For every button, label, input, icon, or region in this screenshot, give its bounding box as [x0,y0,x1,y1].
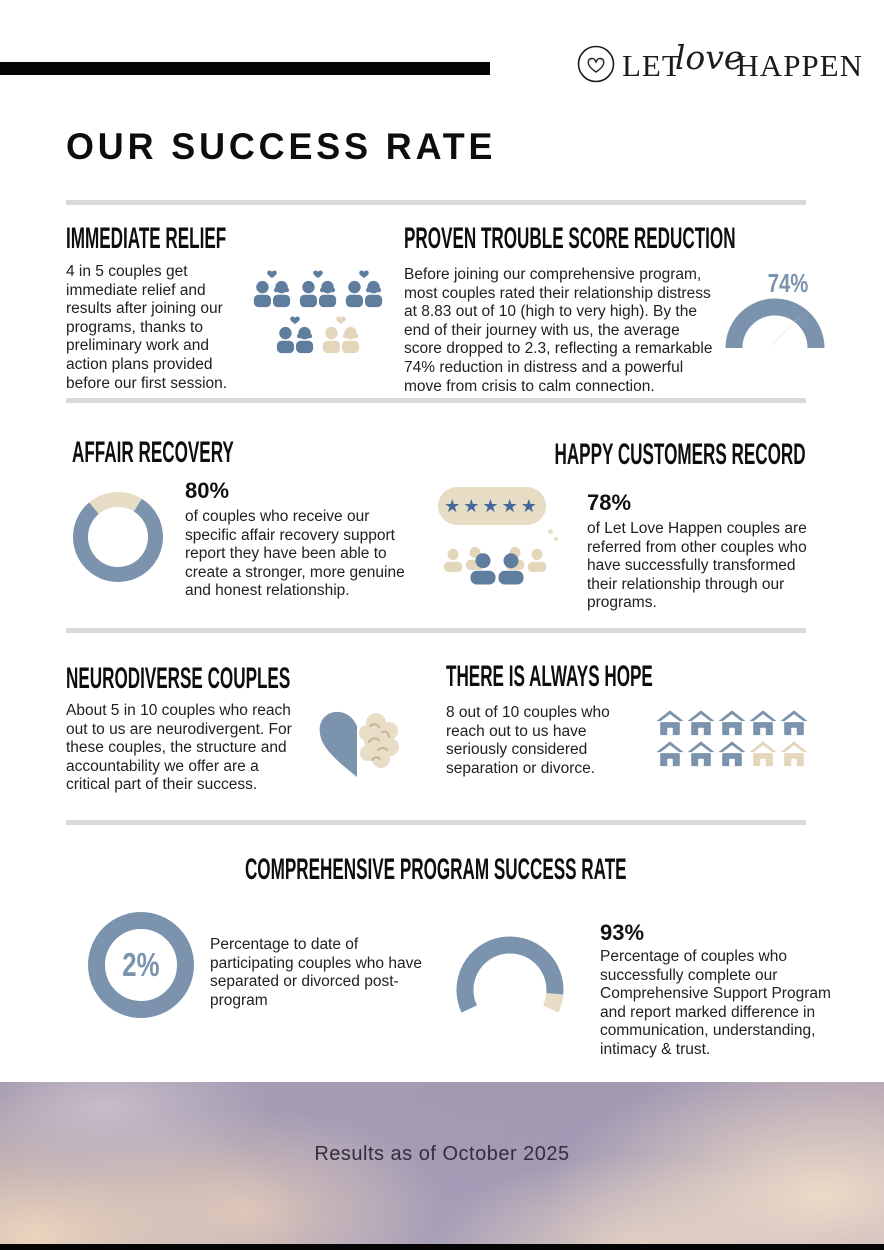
hope-title: THERE IS ALWAYS HOPE [446,660,653,693]
arc-chart-icon [448,924,573,1021]
bubble-dot [548,529,553,534]
page-title: OUR SUCCESS RATE [66,126,497,167]
houses-pictograph [656,710,812,768]
happy-customers-title: HAPPY CUSTOMERS RECORD [554,438,806,471]
section-divider [66,628,806,633]
happy-customers-body: of Let Love Happen couples are referred from other couples who have successfully transformed their relationship through our programs. [587,520,807,612]
immediate-relief-title: IMMEDIATE RELIEF [66,222,227,255]
bubble-dot [554,537,558,541]
brand-logo [576,37,864,92]
affair-recovery-body: of couples who receive our specific affair recovery support report they have been able to create a stronger, more genuine and honest relationship. [185,508,405,600]
five-star-review-bubble [438,487,546,525]
immediate-relief-body: 4 in 5 couples get immediate relief and results after joining our programs, thanks to preliminary work and action plans provided before our first session. [66,263,228,392]
section-divider [66,200,806,205]
couples-pictograph [250,268,386,358]
house-icon [749,710,777,737]
heart-circle-icon [576,44,616,89]
program-right-stat: 93% [600,920,645,945]
house-icon-muted [780,741,808,768]
heart-brain-icon [315,706,405,785]
logo-word-let: LET [622,48,682,83]
logo-word-love: love [674,37,744,77]
program-success-title: COMPREHENSIVE PROGRAM SUCCESS RATE [245,853,627,886]
program-right-body: Percentage of couples who successfully complete our Comprehensive Support Program and report marked difference in communication, understanding, intimacy & trust. [600,948,831,1058]
trouble-score-title: PROVEN TROUBLE SCORE REDUCTION [404,222,736,255]
section-divider [66,398,806,403]
gauge-icon [725,296,825,357]
house-icon [718,710,746,737]
couple-with-heart-icon [343,268,385,312]
couple-with-heart-icon-muted [320,314,362,358]
customers-crowd-icon [440,540,552,601]
house-icon [780,710,808,737]
couple-with-heart-icon [274,314,316,358]
logo-word-happen: HAPPEN [736,48,864,83]
two-percent-donut-icon [88,912,194,1018]
house-icon [656,710,684,737]
house-icon [718,741,746,768]
trouble-score-stat: 74% [767,268,809,298]
couple-with-heart-icon [297,268,339,312]
footer-accent-bar [0,1244,884,1250]
donut-chart-icon [73,492,163,582]
house-icon [687,710,715,737]
header-accent-bar [0,62,490,75]
house-icon [687,741,715,768]
house-icon [656,741,684,768]
affair-recovery-title: AFFAIR RECOVERY [72,436,234,469]
affair-recovery-stat: 80% [185,478,230,503]
results-date-text: Results as of October 2025 [314,1142,570,1165]
neurodiverse-title: NEURODIVERSE COUPLES [66,662,291,695]
section-divider [66,820,806,825]
house-icon-muted [749,741,777,768]
program-left-stat: 2% [122,946,160,983]
trouble-score-body: Before joining our comprehensive program, most couples rated their relationship distress at 8.83 out of 10 (high to very high). By the end of their journey with us, the average score dropped to 2.3, reflecting a remarkable 74% reduction in distress and a powerful move from crisis to calm connection. [404,266,713,395]
program-left-body: Percentage to date of participating couples who have separated or divorced post-program [210,936,422,1009]
clouds-footer [0,1082,884,1244]
neurodiverse-body: About 5 in 10 couples who reach out to us are neurodivergent. For these couples, the structure and accountability we offer are a critical part of their success. [66,702,292,794]
happy-customers-stat: 78% [587,490,632,515]
hope-body: 8 out of 10 couples who reach out to us have seriously considered separation or divorce. [446,704,610,777]
couple-with-heart-icon [251,268,293,312]
star-rating-icon: ★★★★★ [444,496,540,516]
